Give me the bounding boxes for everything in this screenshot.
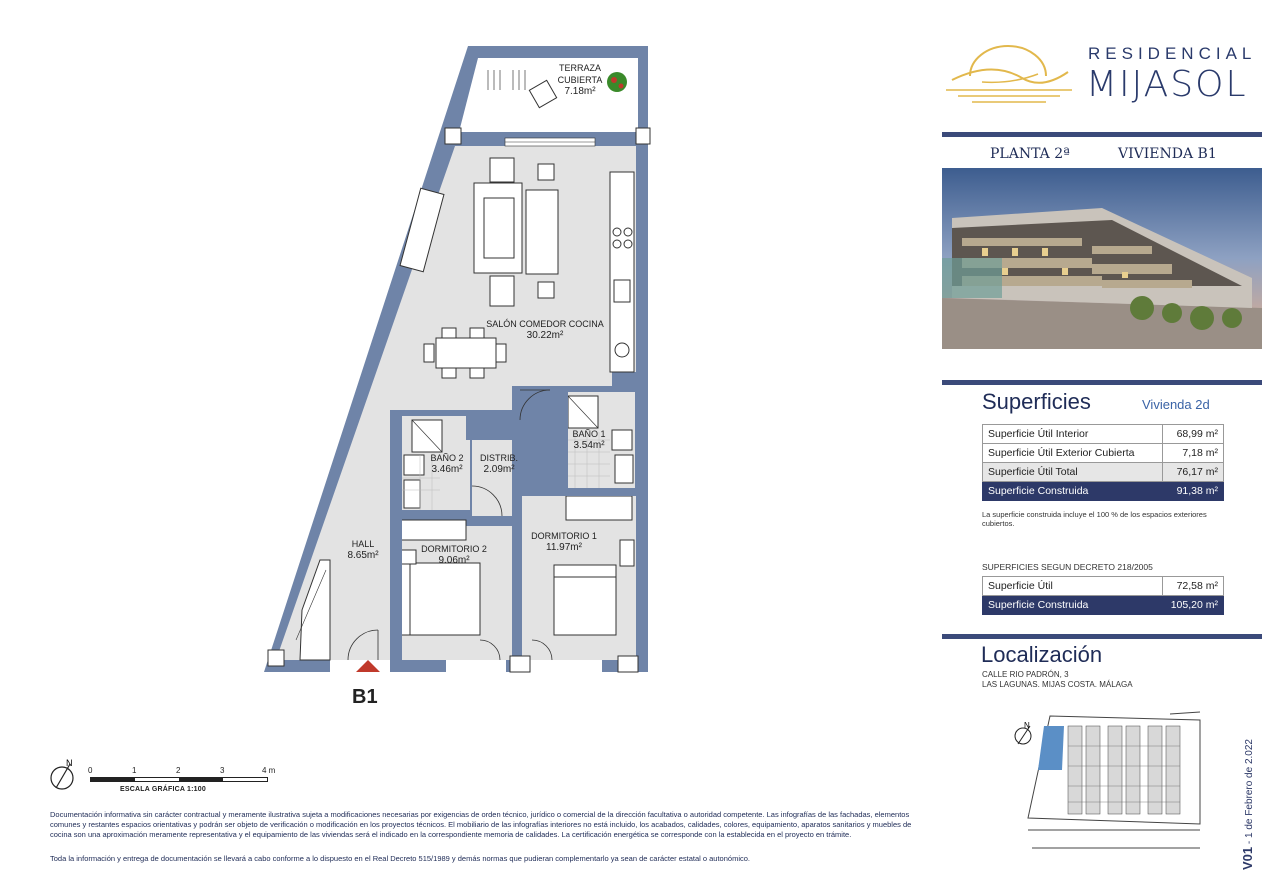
room-area: 7.18m² [564, 86, 596, 97]
brand-main: MIJASOL [1086, 64, 1248, 105]
scale-label: ESCALA GRÁFICA 1:100 [120, 786, 206, 793]
row-value: 7,18 m² [1163, 444, 1224, 463]
location-address [982, 670, 1133, 690]
divider [942, 132, 1262, 137]
room-area: 30.22m² [526, 330, 564, 341]
table-row [983, 577, 1224, 596]
row-label: Superficie Útil Exterior Cubierta [983, 444, 1163, 463]
row-value: 76,17 m² [1163, 463, 1224, 482]
surfaces-note: La superficie construida incluye el 100 % de los espacios exteriores cubiertos. [982, 510, 1207, 528]
bedroom1-label [526, 530, 602, 554]
row-value: 91,38 m² [1163, 482, 1224, 501]
room-name: DORMITORIO 1 [531, 531, 597, 541]
row-label: Superficie Construida [983, 482, 1163, 501]
unit-label: B1 [352, 686, 378, 708]
sun-wave-logo-icon [942, 32, 1082, 112]
table-row [983, 444, 1224, 463]
decree-title: SUPERFICIES SEGUN DECRETO 218/2005 [982, 562, 1153, 572]
room-name: BAÑO 2 [430, 453, 464, 463]
room-name: BAÑO 1 [572, 429, 606, 439]
scale-tick: 3 [220, 766, 225, 775]
distrib-label [476, 452, 522, 476]
decree-table [982, 576, 1224, 615]
scale-tick: 0 [88, 766, 93, 775]
table-row [983, 463, 1224, 482]
row-label: Superficie Útil Interior [983, 425, 1163, 444]
brand-top: RESIDENCIAL [1088, 44, 1257, 63]
row-label: Superficie Construida [983, 596, 1163, 615]
north-arrow-icon [48, 758, 80, 792]
scale-tick: 4 m [262, 766, 276, 775]
bath2-label [422, 452, 472, 476]
svg-text:N: N [66, 758, 73, 768]
room-name: DISTRIB. [479, 453, 518, 463]
surfaces-title: Superficies [982, 389, 1091, 414]
room-name: SALÓN COMEDOR COCINA [486, 319, 604, 329]
version-date: - 1 de Febrero de 2.022 [1244, 739, 1255, 847]
scale-tick: 2 [176, 766, 181, 775]
unit-title: VIVIENDA B1 [1118, 146, 1217, 162]
row-label: Superficie Útil Total [983, 463, 1163, 482]
table-row [983, 482, 1224, 501]
terrace-label [540, 62, 620, 98]
hall-label [340, 538, 386, 562]
unit-location-marker [1038, 726, 1064, 770]
living-label [480, 318, 610, 342]
version-label [1240, 739, 1255, 870]
room-area: 8.65m² [347, 550, 379, 561]
scale-tick: 1 [132, 766, 137, 775]
version-code: V01 [1240, 846, 1255, 870]
kitchen-counter [610, 172, 634, 372]
room-area: 11.97m² [546, 542, 582, 553]
room-name: TERRAZA CUBIERTA [557, 63, 603, 85]
room-area: 3.46m² [431, 464, 463, 475]
divider [942, 380, 1262, 385]
room-name: DORMITORIO 2 [421, 544, 487, 554]
table-row [983, 425, 1224, 444]
row-value: 105,20 m² [1163, 596, 1224, 615]
site-map [1010, 706, 1210, 866]
divider [942, 634, 1262, 639]
room-area: 9.06m² [438, 555, 470, 566]
bedroom2-label [418, 543, 490, 567]
bath1-label [566, 428, 612, 452]
address-line: LAS LAGUNAS. MIJAS COSTA. MÁLAGA [982, 680, 1133, 689]
table-row [983, 596, 1224, 615]
row-value: 68,99 m² [1163, 425, 1224, 444]
surfaces-subtitle: Vivienda 2d [1142, 397, 1210, 412]
room-area: 2.09m² [483, 464, 515, 475]
surfaces-table [982, 424, 1224, 501]
address-line: CALLE RIO PADRÓN, 3 [982, 670, 1069, 679]
svg-text:N: N [1024, 721, 1030, 730]
room-name: HALL [351, 539, 375, 549]
building-render-image [942, 168, 1262, 349]
disclaimer-legal: Toda la información y entrega de documentación se llevará a cabo conforme a lo dispuesto en el Real Decreto 515/1989 y demás normas que pudieran complementarlo ya sean de carácter estatal o autonómico. [50, 854, 750, 863]
floor-title: PLANTA 2ª [990, 146, 1070, 162]
north-arrow-icon [1015, 721, 1031, 744]
row-label: Superficie Útil [983, 577, 1163, 596]
disclaimer-text: Documentación informativa sin carácter contractual y meramente ilustrativa sujeta a modificaciones necesarias por exigencias de orden técnico, jurídico o comercial de la dirección facultativa o autoridad competente. Las infografías de las fachadas, elementos comunes y restantes espacios orientativas y podrán ser objeto de verificación o modificación en los proyectos técnicos. El mobiliario de las infografías interiores no está incluido, los acabados, calidades, colores, equipamiento, aparatos sanitarios y muebles de cocina son una aproximación meramente representativa y el equipamiento de las viviendas será el indicado en la correspondiente memoria de calidades. La certificación energética se corresponde con la establecida en el proyecto en trámite. [50, 810, 912, 839]
row-value: 72,58 m² [1163, 577, 1224, 596]
location-title: Localización [981, 642, 1103, 667]
disclaimer [50, 810, 930, 864]
room-area: 3.54m² [573, 440, 605, 451]
